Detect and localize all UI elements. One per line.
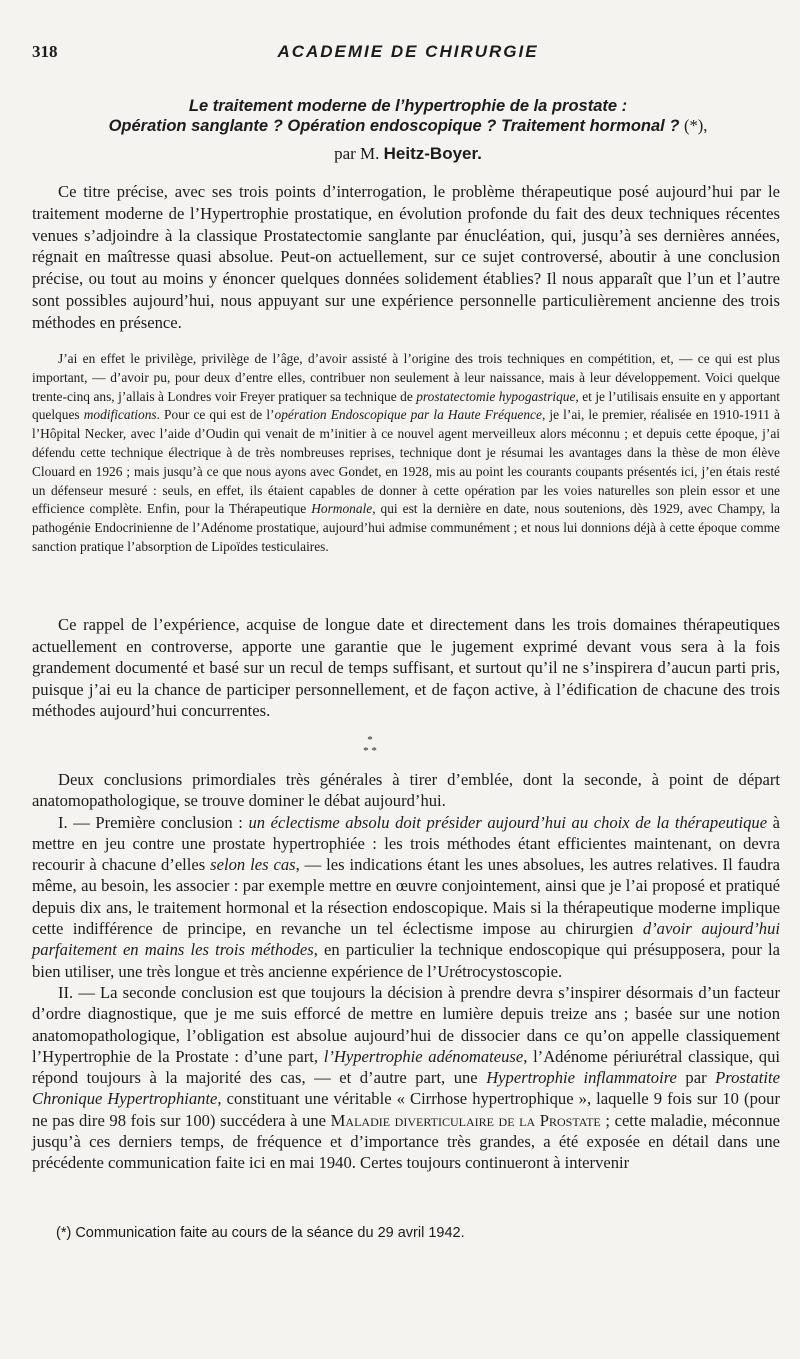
- italic-run: l’Hypertrophie adénomateuse: [323, 1046, 524, 1066]
- text-run: ; cette maladie, méconnue jusqu’à ces derniers temps, de fréquence et d’importance très grandes, a été exposée en détail dans une précédente communication faite ici en mai 1940. Certes toujours continueront à intervenir: [32, 1110, 780, 1173]
- text-run: par: [676, 1068, 716, 1088]
- text-run: à mettre en jeu contre une prostate hypertrophiée : les trois méthodes étant efficientes maintenant, on devra recourir à chacune d’elles: [32, 812, 780, 875]
- text-run: , et je l’utilisais ensuite en y apportant quelques: [32, 388, 780, 423]
- italic-run: Hypertrophie inflammatoire: [486, 1068, 677, 1088]
- title-line-2-text: Opération sanglante ? Opération endoscopique ? Traitement hormonal ?: [108, 117, 680, 135]
- page-header: [32, 42, 784, 64]
- text-run: , constituant une véritable « Cirrhose hypertrophique », laquelle 9 fois sur 10 (pour ne pas dire 98 fois sur 100) succédera à une: [32, 1089, 780, 1130]
- paragraph-text: [32, 350, 780, 557]
- recall-paragraph: [32, 614, 780, 722]
- italic-run: selon les cas: [210, 855, 296, 875]
- italic-run: Hormonale: [311, 501, 373, 517]
- separator-bottom: * *: [363, 745, 377, 757]
- author-name: Heitz-Boyer.: [383, 144, 482, 163]
- text-run: II. — La seconde conclusion est que toujours la décision à prendre devra s’inspirer désormais d’un facteur d’ordre diagnostique, que je me suis efforcé de mettre en lumière depuis treize ans ; basée sur une notion anatomopathologique, l’obligation est absolue aujourd’hui de dissocier dans ce qu’on appelle classiquement l’Hypertrophie de la Prostate : d’une part,: [32, 982, 780, 1066]
- italic-run: opération Endoscopique par la Haute Fréquence: [274, 407, 542, 423]
- footnote: (*) Communication faite au cours de la séance du 29 avril 1942.: [56, 1225, 465, 1241]
- title-footnote-mark: (*),: [684, 116, 708, 135]
- text-run: , qui est la dernière en date, nous soutenions, dès 1929, avec Champy, la pathogénie Endocrinienne de l’Adénome prostatique, aujourd’hui admise communément ; et nous lui donnions déjà à cette époque comme sanction pratique l’absorption de Lipoïdes testiculaires.: [32, 501, 781, 554]
- first-conclusion: [32, 812, 780, 982]
- text-run: , en particulier la technique endoscopique qui présupposera, pour la bien utiliser, une très longue et très ancienne expérience de l’Urétrocystoscopie.: [32, 940, 780, 981]
- paragraph-text: Ce titre précise, avec ses trois points d’interrogation, le problème thérapeutique posé aujourd’hui par le traitement moderne de l’Hypertrophie prostatique, en évolution profonde du fait des deux techniques récentes venues s’adjoindre à la classique Prostatectomie sanglante par énucléation, qui, jusqu’à ses dernières années, régnait en maîtresse quasi absolue. Peut-on actuellement, sur ce sujet controversé, aboutir à une conclusion précise, ou tout au moins y énoncer quelques données solidement établies? Il nous apparaît que l’un et l’autre sont possibles aujourd’hui, nous appuyant sur une expérience personnelle particulièrement ancienne des trois méthodes en présence.: [32, 182, 780, 332]
- text-run: , — les indications étant les unes absolues, les autres relatives. Il faudra même, au besoin, les associer : par exemple mettre en œuvre conjointement, ainsi que je l’ai proposé et pratiqué depuis dix ans, le traitement hormonal et la résection endoscopique. Mais si la thérapeutique moderne implique cette indifférence de principe, en revanche un tel éclectisme impose au chirurgien: [32, 855, 780, 939]
- conclusions-section: [32, 769, 780, 1174]
- paragraph-text: Ce rappel de l’expérience, acquise de longue date et directement dans les trois domaines thérapeutiques actuellement en controverse, apporte une garantie que le jugement exprimé devant vous sera à la fois grandement documenté et basé sur un recul de temps suffisant, et surtout qu’il ne s’inspirera d’aucun parti pris, puisque j’ai eu la chance de participer personnellement, et de façon active, à l’édification de chacune des trois méthodes aujourd’hui concurrentes.: [32, 615, 780, 721]
- second-conclusion: [32, 982, 780, 1174]
- author-line: [32, 143, 784, 165]
- italic-run: un éclectisme absolu doit présider aujourd’hui au choix de la thérapeutique: [248, 812, 768, 832]
- italic-run: modifications: [83, 407, 157, 423]
- small-caps-run: Maladie diverticulaire de la Prostate: [330, 1110, 601, 1130]
- text-run: . Pour ce qui est de l’: [156, 407, 275, 423]
- italic-run: Prostatite Chronique Hypertrophiante: [32, 1068, 780, 1109]
- italic-run: d’avoir aujourd’hui parfaitement en mains les trois méthodes: [32, 919, 780, 960]
- separator-top: *: [367, 734, 373, 746]
- section-separator: [340, 735, 400, 763]
- text-run: , l’Adénome périurétral classique, qui répond toujours à la majorité des cas, — et d’autre part, une: [32, 1046, 780, 1088]
- italic-run: prostatectomie hypogastrique: [416, 388, 576, 404]
- running-title: ACADEMIE DE CHIRURGIE: [277, 42, 539, 61]
- author-prefix: par M.: [334, 144, 380, 163]
- title-line-1: Le traitement moderne de l’hypertrophie de la prostate :: [188, 97, 628, 115]
- conclusions-intro: Deux conclusions primordiales très générales à tirer d’emblée, dont la seconde, à point de départ anatomopathologique, se trouve dominer le débat aujourd’hui.: [32, 770, 780, 811]
- title-line-2: [32, 116, 784, 136]
- intro-paragraph: [32, 181, 780, 334]
- text-run: , je l’ai, le premier, réalisée en 1910-1911 à l’Hôpital Necker, avec l’aide d’Oudin qui venait de m’initier à ce nouvel agent merveilleux alors méconnu ; et depuis cette époque, j’ai défendu cette technique électrique à de très nombreuses reprises, technique dont je résumai les avantages dans la thèse de mon élève Clouard en 1926 ; mais jusqu’à ce que nous ayons avec Gondet, en 1928, mis au point les courants coupants présentés ici, j’en étais resté un défenseur mesuré : seuls, en effet, ils étaient capables de donner à cette opération par les voies naturelles son plein essor et une efficience complète. Enfin, pour la Thérapeutique: [32, 407, 781, 517]
- page-number: 318: [32, 42, 58, 61]
- experience-paragraph: [32, 350, 780, 557]
- text-run: I. — Première conclusion :: [58, 812, 249, 832]
- article-title: [32, 96, 784, 136]
- text-run: J’ai en effet le privilège, privilège de l’âge, d’avoir assisté à l’origine des trois techniques en compétition, et, — ce qui est plus important, — d’avoir pu, pour deux d’entre elles, contribuer non seulement à leur naissance, mais à leur développement. Voici quelque trente-cinq ans, j’allais à Londres voir Freyer pratiquer sa technique de: [32, 351, 780, 404]
